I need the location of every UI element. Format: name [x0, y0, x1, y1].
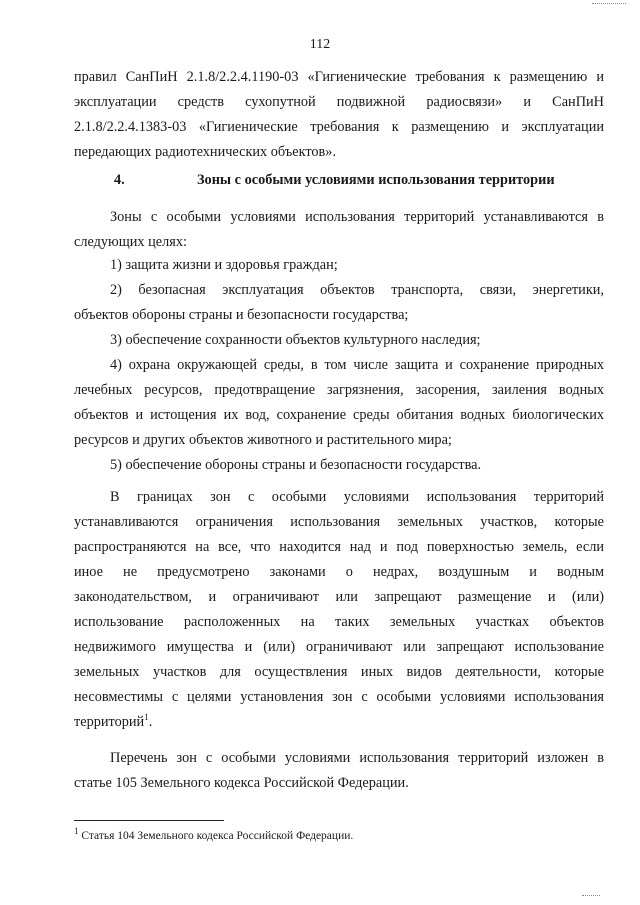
- scan-mark-bottom: [582, 893, 600, 896]
- text-line: иное не предусмотрено законами о недрах, воздушным и водным: [74, 564, 604, 580]
- list-item: 5) обеспечение обороны страны и безопасности государства.: [110, 457, 482, 473]
- text-line: В границах зон с особыми условиями использования территорий: [110, 489, 604, 505]
- list-item-cont: лечебных ресурсов, предотвращение загрязнения, засорения, заиления водных: [74, 382, 604, 398]
- lead-paragraph: [74, 205, 604, 255]
- section-title: Зоны с особыми условиями использования территории: [197, 172, 555, 188]
- goals-list: [74, 253, 604, 478]
- page-number: 112: [309, 37, 331, 52]
- list-item-cont: объектов и истощения их вод, сохранение среды обитания водных биологических: [74, 407, 604, 423]
- text-line: устанавливаются ограничения использования земельных участков, которые: [74, 514, 604, 530]
- text-line: эксплуатации средств сухопутной подвижной радиосвязи» и СанПиН: [74, 94, 604, 110]
- footnote-divider: [74, 820, 224, 821]
- scan-mark-top: [592, 0, 626, 4]
- list-item: 2) безопасная эксплуатация объектов транспорта, связи, энергетики,: [110, 282, 604, 298]
- text-line: распространяются на все, что находится над и под поверхностью земель, если: [74, 539, 604, 555]
- list-reference-paragraph: [74, 746, 604, 796]
- list-item: 4) охрана окружающей среды, в том числе защита и сохранение природных: [110, 357, 604, 373]
- text-line: следующих целях:: [74, 234, 187, 250]
- list-item: 1) защита жизни и здоровья граждан;: [110, 257, 338, 273]
- intro-paragraph: [74, 65, 604, 165]
- footnote: [74, 826, 354, 842]
- text-line: правил СанПиН 2.1.8/2.2.4.1190-03 «Гигиенические требования к размещению и: [74, 69, 604, 85]
- text-line: земельных участков для осуществления иных видов деятельности, которые: [74, 664, 604, 680]
- list-item-cont: ресурсов и других объектов животного и растительного мира;: [74, 432, 452, 448]
- text-line: несовместимы с целями установления зон с особыми условиями использования: [74, 689, 604, 705]
- text-line: передающих радиотехнических объектов».: [74, 144, 337, 160]
- period: .: [148, 714, 153, 730]
- text-line: использование расположенных на таких земельных участках объектов: [74, 614, 604, 630]
- text-line: законодательством, и ограничивают или запрещают размещение и (или): [74, 589, 604, 605]
- text-line: Зоны с особыми условиями использования территорий устанавливаются в: [110, 209, 604, 225]
- text-line: [74, 710, 604, 735]
- text-line: недвижимого имущества и (или) ограничивают или запрещают использование: [74, 639, 604, 655]
- restrictions-paragraph: [74, 485, 604, 735]
- list-item-cont: объектов обороны страны и безопасности государства;: [74, 307, 409, 323]
- section-number: 4.: [114, 172, 125, 188]
- footnote-mark: 1: [74, 826, 79, 837]
- last-word: территорий: [74, 714, 145, 730]
- text-line: 2.1.8/2.2.4.1383-03 «Гигиенические требования к размещению и эксплуатации: [74, 119, 604, 135]
- text-line: Перечень зон с особыми условиями использования территорий изложен в: [110, 750, 604, 766]
- text-line: статье 105 Земельного кодекса Российской Федерации.: [74, 775, 409, 791]
- footnote-reference[interactable]: 1: [144, 712, 149, 723]
- footnote-text: Статья 104 Земельного кодекса Российской Федерации.: [81, 830, 354, 842]
- list-item: 3) обеспечение сохранности объектов культурного наследия;: [110, 332, 481, 348]
